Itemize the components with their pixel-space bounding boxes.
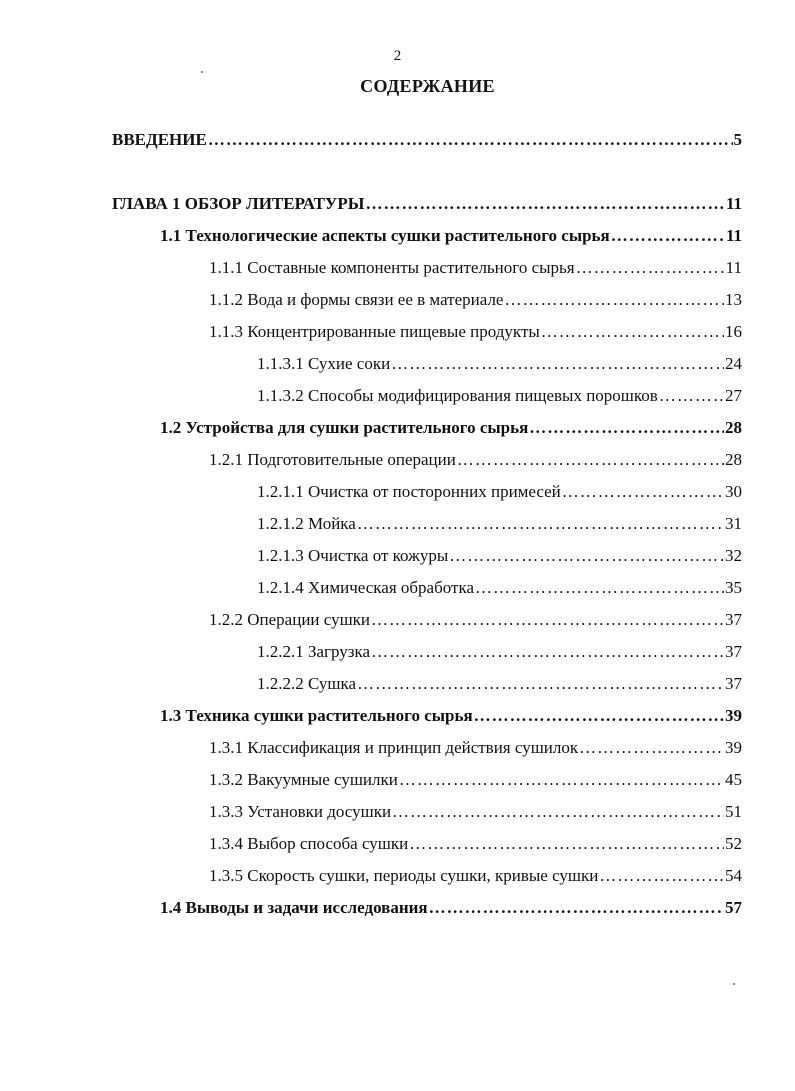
toc-entry-title: 1.1.3 Концентрированные пищевые продукты — [209, 322, 540, 341]
toc-entry-page: 51 — [725, 802, 742, 821]
toc-entry-page: 35 — [725, 578, 742, 597]
toc-entry-page: 27 — [725, 386, 742, 405]
toc-entry-page: 57 — [725, 898, 742, 917]
toc-entry-title: 1.2.1.2 Мойка — [257, 514, 356, 533]
toc-entry-1-4 — [160, 892, 742, 924]
toc-entry-chapter-1 — [112, 188, 742, 220]
toc-entry-1-1-3-1 — [257, 348, 742, 380]
toc-entry-1-1-1 — [209, 252, 742, 284]
toc-entry-title: ГЛАВА 1 ОБЗОР ЛИТЕРАТУРЫ — [112, 194, 365, 213]
toc-entry-1-1-2 — [209, 284, 742, 316]
toc-entry-title: 1.2.1 Подготовительные операции — [209, 450, 456, 469]
toc-entry-title: 1.3 Техника сушки растительного сырья — [160, 706, 473, 725]
toc-entry-title: 1.2.2.1 Загрузка — [257, 642, 371, 661]
toc-leader-dots — [504, 284, 724, 316]
toc-entry-page: 5 — [733, 130, 742, 149]
toc-entry-title: 1.1.3.1 Сухие соки — [257, 354, 391, 373]
toc-entry-title: 1.2.1.4 Химическая обработка — [257, 578, 475, 597]
toc-entry-1-2-2-1 — [257, 636, 742, 668]
toc-leader-dots — [562, 476, 724, 508]
toc-entry-page: 16 — [725, 322, 742, 341]
toc-leader-dots — [475, 572, 724, 604]
toc-entry-page: 24 — [725, 354, 742, 373]
toc-entry-page: 39 — [725, 706, 742, 725]
toc-entry-1-2-2-2 — [257, 668, 742, 700]
toc-entry-page: 31 — [725, 514, 742, 533]
toc-leader-dots — [371, 636, 724, 668]
toc-leader-dots — [357, 508, 724, 540]
toc-entry-1-2-2 — [209, 604, 742, 636]
toc-entry-title: 1.3.5 Скорость сушки, периоды сушки, кривые сушки — [209, 866, 599, 885]
toc-entry-1-3 — [160, 700, 742, 732]
toc-leader-dots — [409, 828, 724, 860]
toc-leader-dots — [392, 796, 724, 828]
toc-entry-page: 32 — [725, 546, 742, 565]
toc-leader-dots — [529, 412, 724, 444]
toc-entry-1-3-5 — [209, 860, 742, 892]
toc-entry-page: 28 — [725, 450, 742, 469]
toc-entry-title: 1.3.2 Вакуумные сушилки — [209, 770, 398, 789]
toc-entry-title: ВВЕДЕНИЕ — [112, 130, 207, 149]
toc-leader-dots — [429, 892, 724, 924]
toc-entry-1-1 — [160, 220, 742, 252]
toc-leader-dots — [611, 220, 725, 252]
toc-entry-1-1-3 — [209, 316, 742, 348]
toc-entry-title: 1.3.3 Установки досушки — [209, 802, 392, 821]
scan-speck — [733, 983, 735, 985]
toc-entry-title: 1.1.2 Вода и формы связи ее в материале — [209, 290, 504, 309]
toc-leader-dots — [474, 700, 724, 732]
toc-entry-page: 54 — [725, 866, 742, 885]
toc-entry-page: 11 — [725, 258, 742, 277]
toc-entry-page: 37 — [725, 610, 742, 629]
toc-entry-page: 39 — [725, 738, 742, 757]
toc-entry-page: 11 — [725, 194, 742, 213]
toc-entry-1-2-1-4 — [257, 572, 742, 604]
toc-leader-dots — [599, 860, 724, 892]
toc-leader-dots — [366, 188, 725, 220]
toc-leader-dots — [391, 348, 724, 380]
toc-entry-1-2-1 — [209, 444, 742, 476]
toc-entry-page: 28 — [725, 418, 742, 437]
toc-leader-dots — [399, 764, 724, 796]
toc-leader-dots — [579, 732, 724, 764]
toc-entry-1-3-2 — [209, 764, 742, 796]
toc-entry-title: 1.2 Устройства для сушки растительного сырья — [160, 418, 529, 437]
toc-entry-1-2-1-3 — [257, 540, 742, 572]
toc-title: СОДЕРЖАНИЕ — [360, 76, 495, 96]
toc-entry-title: 1.3.1 Классификация и принцип действия сушилок — [209, 738, 579, 757]
toc-entry-title: 1.4 Выводы и задачи исследования — [160, 898, 428, 917]
toc-entry-title: 1.2.1.1 Очистка от посторонних примесей — [257, 482, 561, 501]
toc-entry-1-2-1-1 — [257, 476, 742, 508]
toc-entry-1-1-3-2 — [257, 380, 742, 412]
scan-speck — [201, 71, 203, 73]
toc-leader-dots — [449, 540, 724, 572]
toc-entry-title: 1.2.2.2 Сушка — [257, 674, 357, 693]
toc-leader-dots — [357, 668, 724, 700]
toc-entry-page: 30 — [725, 482, 742, 501]
toc-entry-1-3-1 — [209, 732, 742, 764]
toc-leader-dots — [659, 380, 724, 412]
toc-entry-1-3-4 — [209, 828, 742, 860]
toc-entry-title: 1.1.1 Составные компоненты растительного сырья — [209, 258, 575, 277]
toc-leader-dots — [576, 252, 725, 284]
toc-entry-title: 1.2.1.3 Очистка от кожуры — [257, 546, 449, 565]
toc-entry-1-2-1-2 — [257, 508, 742, 540]
toc-entry-introduction — [112, 124, 742, 156]
toc-entry-1-2 — [160, 412, 742, 444]
toc-entry-title: 1.2.2 Операции сушки — [209, 610, 371, 629]
toc-entry-title: 1.3.4 Выбор способа сушки — [209, 834, 409, 853]
toc-leader-dots — [541, 316, 724, 348]
toc-leader-dots — [208, 124, 733, 156]
toc-entry-page: 52 — [725, 834, 742, 853]
toc-entry-page: 11 — [725, 226, 742, 245]
toc-leader-dots — [371, 604, 724, 636]
toc-entry-title: 1.1.3.2 Способы модифицирования пищевых порошков — [257, 386, 658, 405]
toc-leader-dots — [457, 444, 724, 476]
toc-entry-1-3-3 — [209, 796, 742, 828]
toc-entry-title: 1.1 Технологические аспекты сушки растительного сырья — [160, 226, 610, 245]
toc-entry-page: 13 — [725, 290, 742, 309]
toc-entry-page: 37 — [725, 674, 742, 693]
toc-entry-page: 37 — [725, 642, 742, 661]
page-number: 2 — [393, 48, 402, 64]
toc-entry-page: 45 — [725, 770, 742, 789]
